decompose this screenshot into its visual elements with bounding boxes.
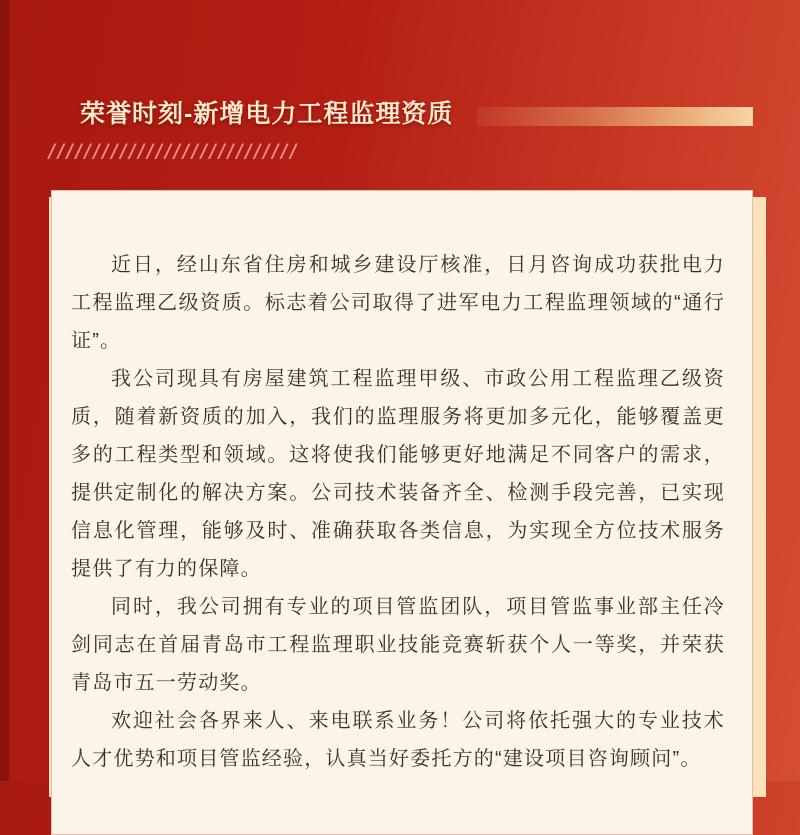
article-paragraph: 欢迎社会各界来人、来电联系业务！公司将依托强大的专业技术人才优势和项目管监经验，认真当好委托方的“建设项目咨询顾问”。 bbox=[71, 710, 725, 770]
article-paragraph: 同时，我公司拥有专业的项目管监团队，项目管监事业部主任冷剑同志在首届青岛市工程监理职业技能竞赛斩获个人一等奖，并荣获青岛市五一劳动奖。 bbox=[71, 596, 725, 694]
article-paragraph: 近日，经山东省住房和城乡建设厅核准，日月咨询成功获批电力工程监理乙级资质。标志着公司取得了进军电力工程监理领域的“通行证”。 bbox=[71, 254, 725, 352]
article-paragraph: 我公司现具有房屋建筑工程监理甲级、市政公用工程监理乙级资质，随着新资质的加入，我们的监理服务将更加多元化，能够覆盖更多的工程类型和领域。这将使我们能够更好地满足不同客户的需求，提供定制化的解决方案。公司技术装备齐全、检测手段完善，已实现信息化管理，能够及时、准确获取各类信息，为实现全方位技术服务提供了有力的保障。 bbox=[71, 368, 725, 580]
title-accent-bar bbox=[477, 107, 753, 126]
page-title: 荣誉时刻-新增电力工程监理资质 bbox=[80, 100, 454, 128]
article-card bbox=[51, 190, 753, 835]
article-body bbox=[52, 191, 752, 778]
left-edge-strip bbox=[0, 0, 9, 781]
slash-decoration: //////////////////////////// bbox=[46, 140, 297, 162]
